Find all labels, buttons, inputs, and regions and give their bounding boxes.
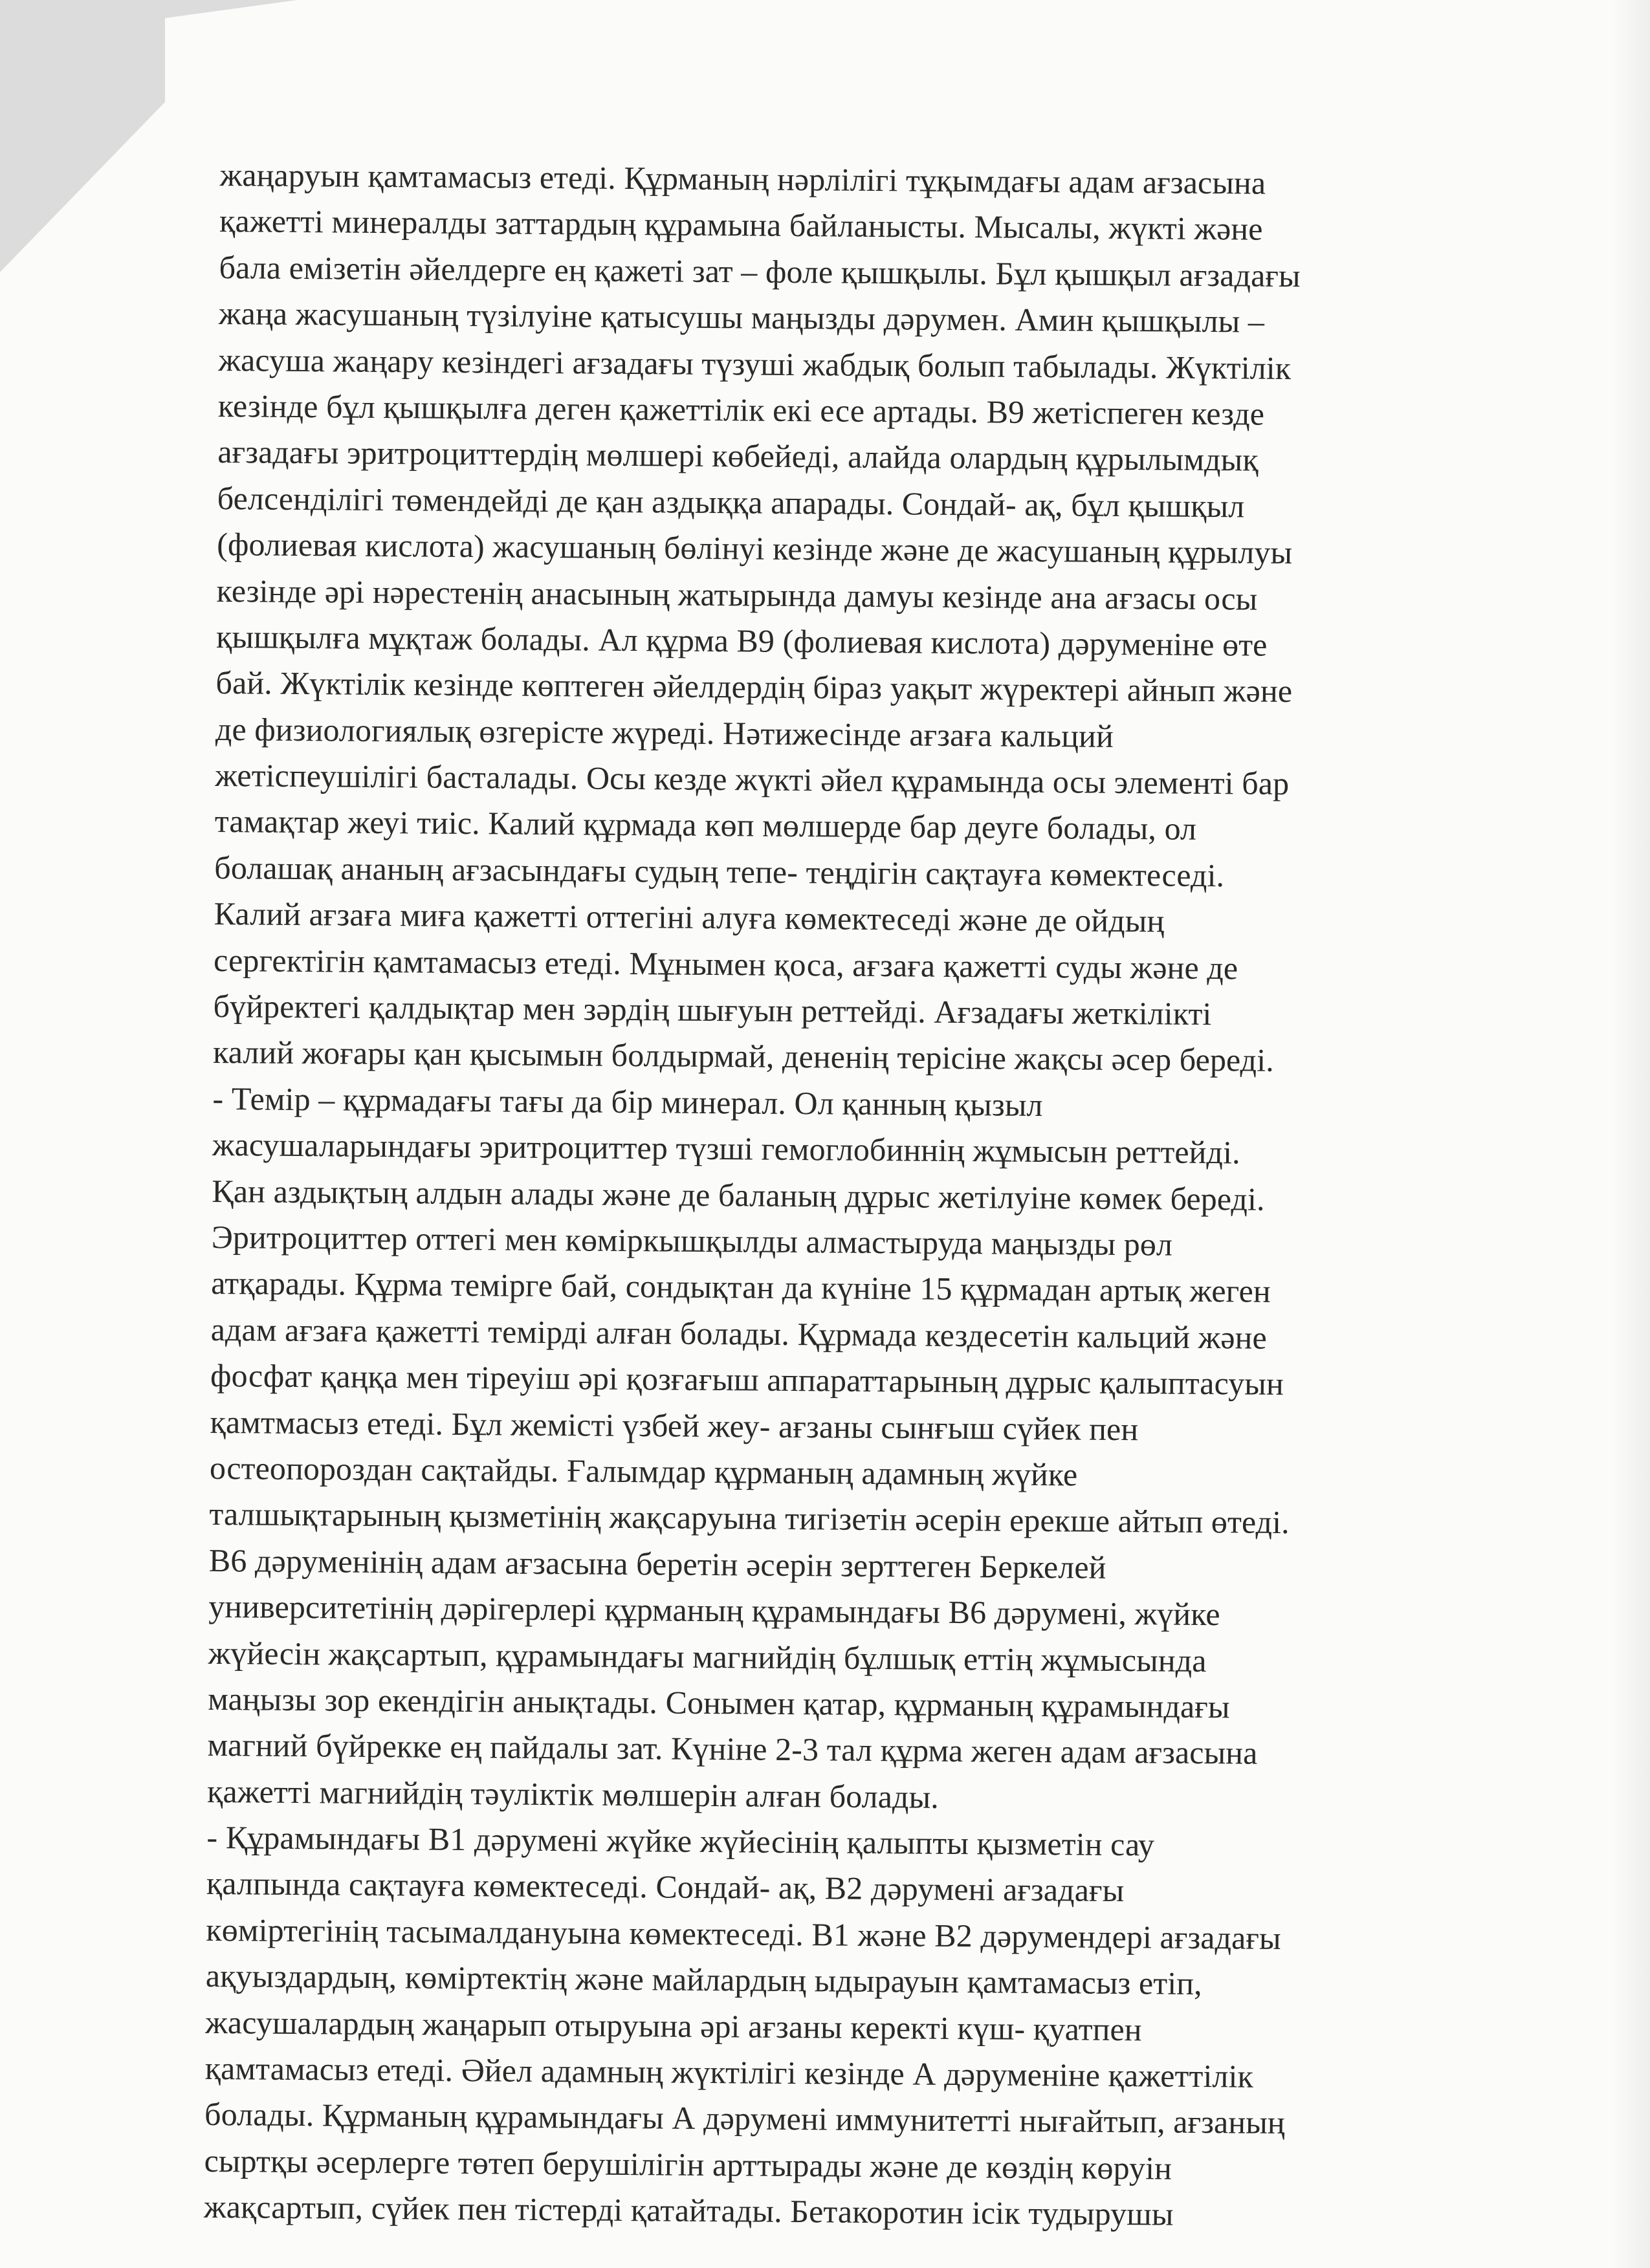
text-line: адам ағзаға қажетті темірді алған болады. Құрмада кездесетін кальций және xyxy=(210,1311,1268,1356)
text-line: бүйректегі қалдықтар мен зәрдің шығуын реттейді. Ағзадағы жеткілікті xyxy=(213,987,1212,1032)
text-line: қалпында сақтауға көмектеседі. Сондай- ақ, В2 дәрумені ағзадағы xyxy=(206,1865,1125,1909)
text-line: жетіспеушілігі басталады. Осы кезде жүкті әйел құрамында осы элементі бар xyxy=(215,757,1290,802)
text-line: бала емізетін әйелдерге ең қажеті зат – фоле қышқылы. Бұл қышқыл ағзадағы xyxy=(219,248,1301,294)
text-line: тамақтар жеуі тиіс. Калий құрмада көп мөлшерде бар деуге болады, ол xyxy=(214,803,1197,847)
text-line: жаңа жасушаның түзілуіне қатысушы маңызды дәрумен. Амин қышқылы – xyxy=(218,295,1265,340)
text-line: де физиологиялық өзгерісте жүреді. Нәтижесінде ағзаға кальций xyxy=(215,710,1114,754)
text-line: - Темір – құрмадағы тағы да бір минерал. Ол қанның қызыл xyxy=(212,1080,1043,1123)
text-line: жүйесін жақсартып, құрамындағы магнийдің бұлшық еттің жұмысында xyxy=(208,1634,1207,1679)
text-line: ағзадағы эритроциттердің мөлшері көбейеді, алайда олардың құрылымдық xyxy=(217,433,1259,478)
text-line: Қан аздықтың алдын алады және де баланың дұрыс жетілуіне көмек береді. xyxy=(212,1172,1265,1217)
text-line: қажетті магнийдің тәуліктік мөлшерін алған болады. xyxy=(206,1772,940,1815)
text-line: (фолиевая кислота) жасушаның бөлінуі кезінде және де жасушаның құрылуы xyxy=(217,526,1293,571)
document-body xyxy=(204,152,1508,2240)
text-line: қамтмасыз етеді. Бұл жемісті үзбей жеу- ағзаны сынғыш сүйек пен xyxy=(210,1403,1139,1447)
text-line: қамтамасыз етеді. Әйел адамның жүктілігі кезінде А дәруменіне қажеттілік xyxy=(204,2049,1254,2095)
text-line: жасуша жаңару кезіндегі ағзадағы түзуші жабдық болып табылады. Жүктілік xyxy=(218,341,1292,386)
text-line: белсенділігі төмендейді де қан аздыққа апарады. Сондай- ақ, бұл қышқыл xyxy=(217,479,1245,525)
text-line: атқарады. Құрма темірге бай, сондықтан да күніне 15 құрмадан артық жеген xyxy=(211,1265,1271,1310)
text-line: қажетті минералды заттардың құрамына байланысты. Мысалы, жүкті және xyxy=(219,202,1263,248)
text-line: жасушаларындағы эритроциттер түзші гемоглобиннің жұмысын реттейді. xyxy=(212,1126,1240,1171)
text-line: Калий ағзаға миға қажетті оттегіні алуға көмектеседі және де ойдың xyxy=(214,895,1165,939)
text-line: университетінің дәрігерлері құрманың құрамындағы В6 дәрумені, жүйке xyxy=(208,1588,1220,1633)
text-line: жасушалардың жаңарып отыруына әрі ағзаны керекті күш- қуатпен xyxy=(205,2003,1142,2047)
text-line: көміртегінің тасымалдануына көмектеседі. В1 және В2 дәрумендері ағзадағы xyxy=(206,1911,1281,1956)
text-line: фосфат қаңқа мен тіреуіш әрі қозғағыш аппараттарының дұрыс қалыптасуын xyxy=(210,1357,1284,1402)
text-line: Эритроциттер оттегі мен көміркышқылды алмастыруда маңызды рөл xyxy=(211,1218,1173,1263)
text-line: остеопороздан сақтайды. Ғалымдар құрманың адамның жүйке xyxy=(209,1449,1078,1493)
text-line: маңызы зор екендігін анықтады. Сонымен қатар, құрманың құрамындағы xyxy=(208,1680,1230,1725)
text-line: бай. Жүктілік кезінде көптеген әйелдердің біраз уақыт жүректері айнып және xyxy=(215,664,1293,710)
text-line: калий жоғары қан қысымын болдырмай, дененің терісіне жақсы әсер береді. xyxy=(212,1034,1275,1079)
text-line: жаңаруын қамтамасыз етеді. Құрманың нәрлілігі тұқымдағы адам ағзасына xyxy=(219,156,1266,201)
text-line: талшықтарының қызметінің жақсаруына тигізетін әсерін ерекше айтып өтеді. xyxy=(209,1496,1290,1541)
text-line: болады. Құрманың құрамындағы А дәрумені иммунитетті нығайтып, ағзаның xyxy=(204,2096,1285,2141)
text-line: - Құрамындағы В1 дәрумені жүйке жүйесінің қалыпты қызметін сау xyxy=(206,1818,1155,1863)
text-line: сергектігін қамтамасыз етеді. Мұнымен қоса, ағзаға қажетті суды және де xyxy=(213,941,1238,987)
page-edge-shadow xyxy=(1611,0,1650,2268)
text-line: кезінде бұл қышқылға деген қажеттілік екі есе артады. В9 жетіспеген кезде xyxy=(217,387,1265,432)
text-line: жақсартып, сүйек пен тістерді қатайтады. Бетакоротин ісік тудырушы xyxy=(203,2188,1174,2232)
text-line: сыртқы әсерлерге төтеп берушілігін арттырады және де көздің көруін xyxy=(204,2142,1172,2186)
text-line: магний бүйрекке ең пайдалы зат. Күніне 2-3 тал құрма жеген адам ағзасына xyxy=(207,1727,1258,1771)
text-line: болашақ ананың ағзасындағы судың тепе- теңдігін сақтауға көмектеседі. xyxy=(214,849,1225,894)
text-line: кезінде әрі нәрестенің анасының жатырында дамуы кезінде ана ағзасы осы xyxy=(216,572,1258,617)
text-line: қышқылға мұқтаж болады. Ал құрма В9 (фолиевая кислота) дәруменіне өте xyxy=(215,618,1268,663)
text-line: В6 дәруменінің адам ағзасына беретін әсерін зерттеген Беркелей xyxy=(208,1542,1106,1586)
text-line: ақуыздардың, көміртектің және майлардың ыдырауын қамтамасыз етіп, xyxy=(205,1957,1202,2002)
